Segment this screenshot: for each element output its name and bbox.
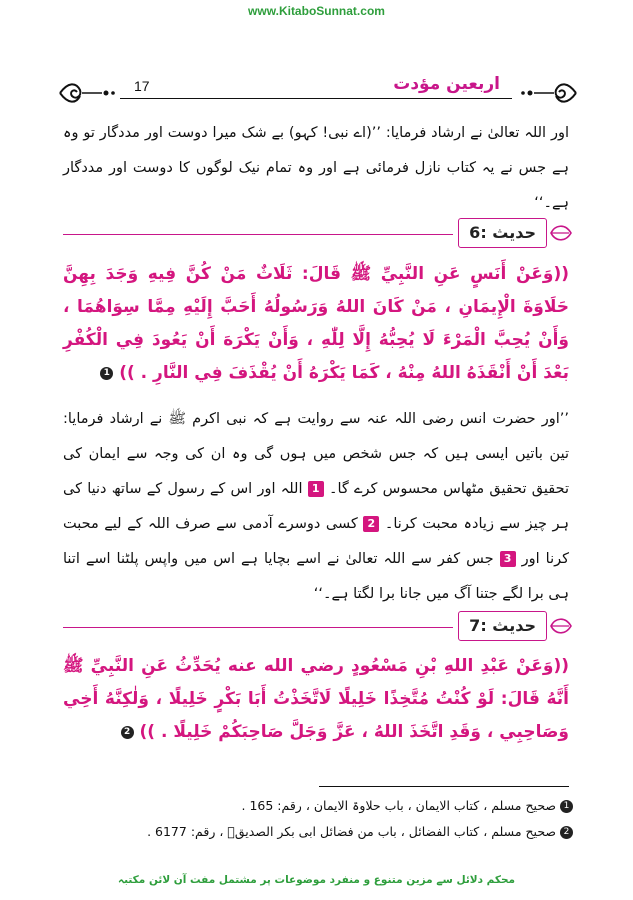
footnote-number: 1	[560, 800, 573, 813]
heading-rule	[63, 234, 453, 235]
page-header	[58, 72, 578, 114]
footnote-ref-1[interactable]: 1	[100, 367, 113, 380]
book-title: اربعین مؤدت	[393, 74, 500, 94]
footer-tagline: محکم دلائل سے مزین متنوع و منفرد موضوعات پر مشتمل مفت آن لائن مکتبہ	[117, 874, 516, 886]
hadith-7-label: حدیث :7	[458, 611, 547, 641]
point-marker-3: 3	[500, 551, 516, 567]
point-marker-1: 1	[308, 481, 324, 497]
header-rule	[120, 98, 512, 99]
intro-paragraph: اور اللہ تعالیٰ نے ارشاد فرمایا: ’’(اے نبی! کہو) بے شک میرا دوست اور مددگار تو وہ ہے جس نے یہ کتاب نازل فرمائی ہے اور وہ تمام نیک لوگوں کا دوست اور مددگار ہے۔‘‘	[63, 125, 569, 211]
hadith-6-heading	[63, 218, 573, 248]
flourish-ornament-icon	[518, 80, 578, 106]
hadith-6-urdu-b: اللہ اور اس کے رسول کے ساتھ دنیا کی ہر چیز سے زیادہ محبت کرنا۔	[63, 481, 570, 532]
hadith-7-arabic-text: ((وَعَنْ عَبْدِ اللهِ بْنِ مَسْعُودٍ رضي الله عنه يُحَدِّثُ عَنِ النَّبِيِّ ﷺ أَنَّهُ قَالَ: لَوْ كُنْتُ مُتَّخِذًا خَلِيلًا لَاتَّخَذْتُ أَبَا بَكْرٍ خَلِيلًا ، وَلٰكِنَّهُ أَخِي وَصَاحِبِي ، وَقَدِ اتَّخَذَ اللهُ ، عَزَّ وَجَلَّ صَاحِبَكُمْ خَلِيلًا . ))	[63, 656, 569, 742]
footnote-number: 2	[560, 826, 573, 839]
leaf-ornament-icon	[547, 221, 573, 245]
hadith-7-arabic	[63, 650, 569, 749]
leaf-ornament-icon	[547, 614, 573, 638]
hadith-6-urdu	[63, 402, 569, 612]
footnote-ref-2[interactable]: 2	[121, 726, 134, 739]
hadith-6-arabic	[63, 258, 569, 390]
point-marker-2: 2	[363, 516, 379, 532]
hadith-6-label: حدیث :6	[458, 218, 547, 248]
hadith-6-arabic-text: ((وَعَنْ أَنَسٍ عَنِ النَّبِيِّ ﷺ قَالَ: ثَلَاثٌ مَنْ كُنَّ فِيهِ وَجَدَ بِهِنَّ حَلَاوَةَ الْإِيمَانِ ، مَنْ كَانَ اللهُ وَرَسُولُهُ أَحَبَّ إِلَيْهِ مِمَّا سِوَاهُمَا ، وَأَنْ يُحِبَّ الْمَرْءَ لَا يُحِبُّهُ إِلَّا لِلّٰهِ ، وَأَنْ يَكْرَهَ أَنْ يَعُودَ فِي الْكُفْرِ بَعْدَ أَنْ أَنْقَذَهُ اللهُ مِنْهُ ، كَمَا يَكْرَهُ أَنْ يُقْذَفَ فِي النَّارِ . ))	[63, 264, 569, 383]
hadith-6-urdu-a: ’’اور حضرت انس رضی اللہ عنہ سے روایت ہے کہ نبی اکرم ﷺ نے ارشاد فرمایا: تین باتیں ایسی ہیں کہ جس شخص میں ہوں گی وہ ان کی وجہ سے ایمان کی تحقیق تحقیق مٹھاس محسوس کرے گا۔	[63, 411, 569, 497]
hadith-6-urdu-d: جس کفر سے اللہ تعالیٰ نے اسے بچایا ہے اس میں واپس پلٹنا اسے اتنا ہی برا لگے جتنا آگ میں جانا برا لگتا ہے۔‘‘	[63, 551, 569, 602]
heading-rule	[63, 627, 453, 628]
site-url[interactable]: www.KitaboSunnat.com	[248, 4, 385, 18]
hadith-7-heading	[63, 611, 573, 641]
footnote-text: صحیح مسلم ، کتاب الایمان ، باب حلاوۃ الایمان ، رقم: 165 .	[241, 798, 557, 813]
footnote-text: صحیح مسلم ، کتاب الفضائل ، باب من فضائل ابی بکر الصدیقؓ ، رقم: 6177 .	[147, 824, 557, 839]
hadith-6-urdu-c: کسی دوسرے آدمی سے صرف اللہ کے لیے محبت کرنا اور	[63, 516, 570, 567]
footnote-2	[63, 822, 573, 842]
footnote-1	[63, 796, 573, 816]
flourish-ornament-icon	[58, 80, 118, 106]
footnote-divider	[319, 786, 569, 787]
page-number: 17	[134, 78, 150, 94]
